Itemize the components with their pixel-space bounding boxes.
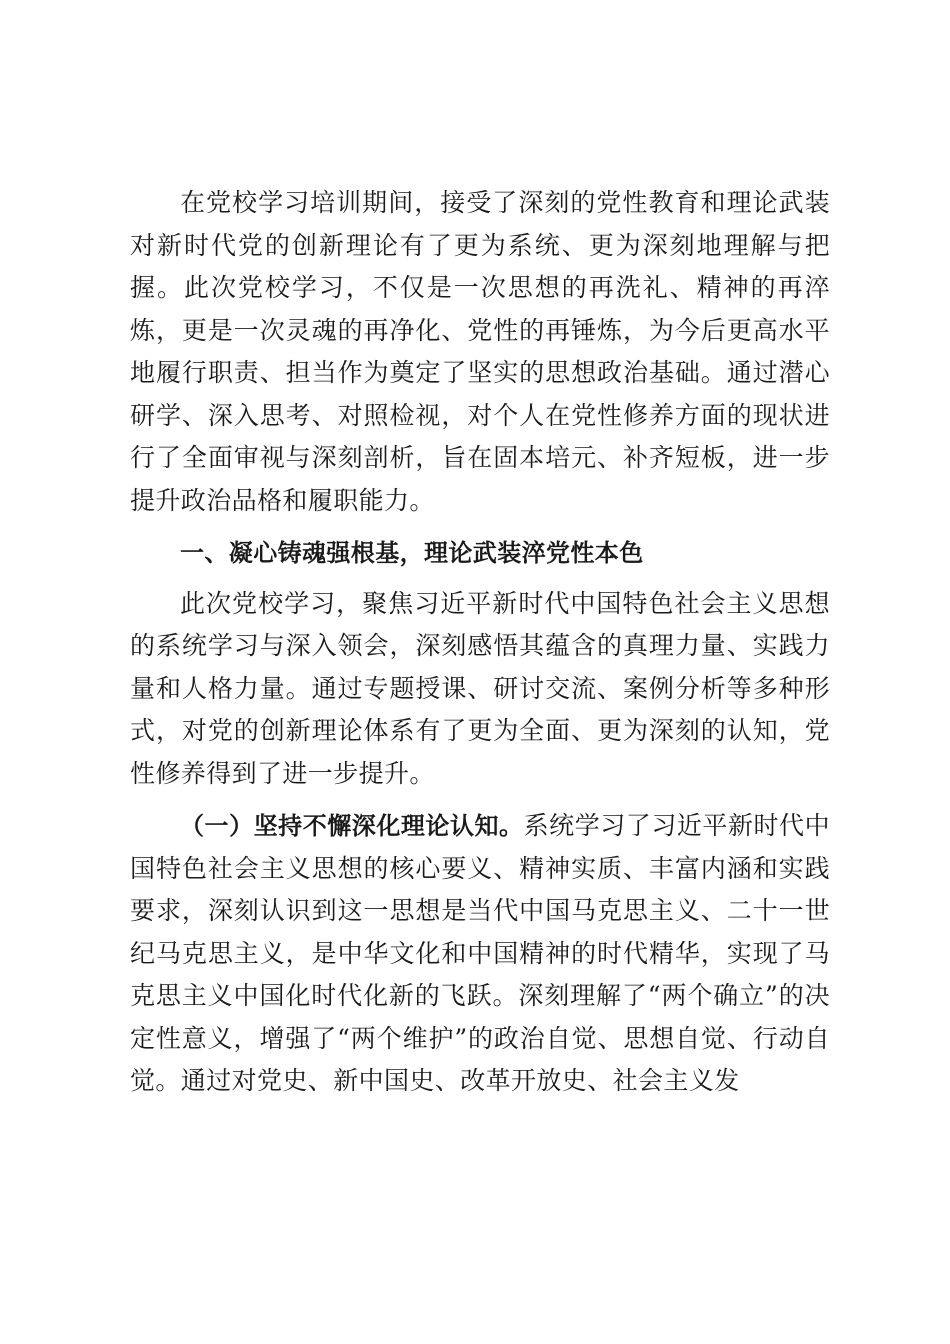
section-heading: 一、凝心铸魂强根基，理论武装淬党性本色 [180,539,644,567]
subsection-lead: （一）坚持不懈深化理论认知。 [180,812,524,840]
subsection-paragraph [130,805,830,1103]
document-body [130,182,830,1103]
section-paragraph: 此次党校学习，聚焦习近平新时代中国特色社会主义思想的系统学习与深入领会，深刻感悟其蕴含的真理力量、实践力量和人格力量。通过专题授课、研讨交流、案例分析等多种形式，对党的创新理论体系有了更为全面、更为深刻的认知，党性修养得到了进一步提升。 [130,588,830,788]
intro-paragraph: 在党校学习培训期间，接受了深刻的党性教育和理论武装对新时代党的创新理论有了更为系统、更为深刻地理解与把握。此次党校学习，不仅是一次思想的再洗礼、精神的再淬炼，更是一次灵魂的再净化、党性的再锤炼，为今后更高水平地履行职责、担当作为奠定了坚实的思想政治基础。通过潜心研学、深入思考、对照检视，对个人在党性修养方面的现状进行了全面审视与深刻剖析，旨在固本培元、补齐短板，进一步提升政治品格和履职能力。 [130,188,830,515]
subsection-body: 系统学习了习近平新时代中国特色社会主义思想的核心要义、精神实质、丰富内涵和实践要求，深刻认识到这一思想是当代中国马克思主义、二十一世纪马克思主义，是中华文化和中国精神的时代精华，实现了马克思主义中国化时代化新的飞跃。深刻理解了“两个确立”的决定性意义，增强了“两个维护”的政治自觉、思想自觉、行动自觉。通过对党史、新中国史、改革开放史、社会主义发 [130,811,830,1095]
